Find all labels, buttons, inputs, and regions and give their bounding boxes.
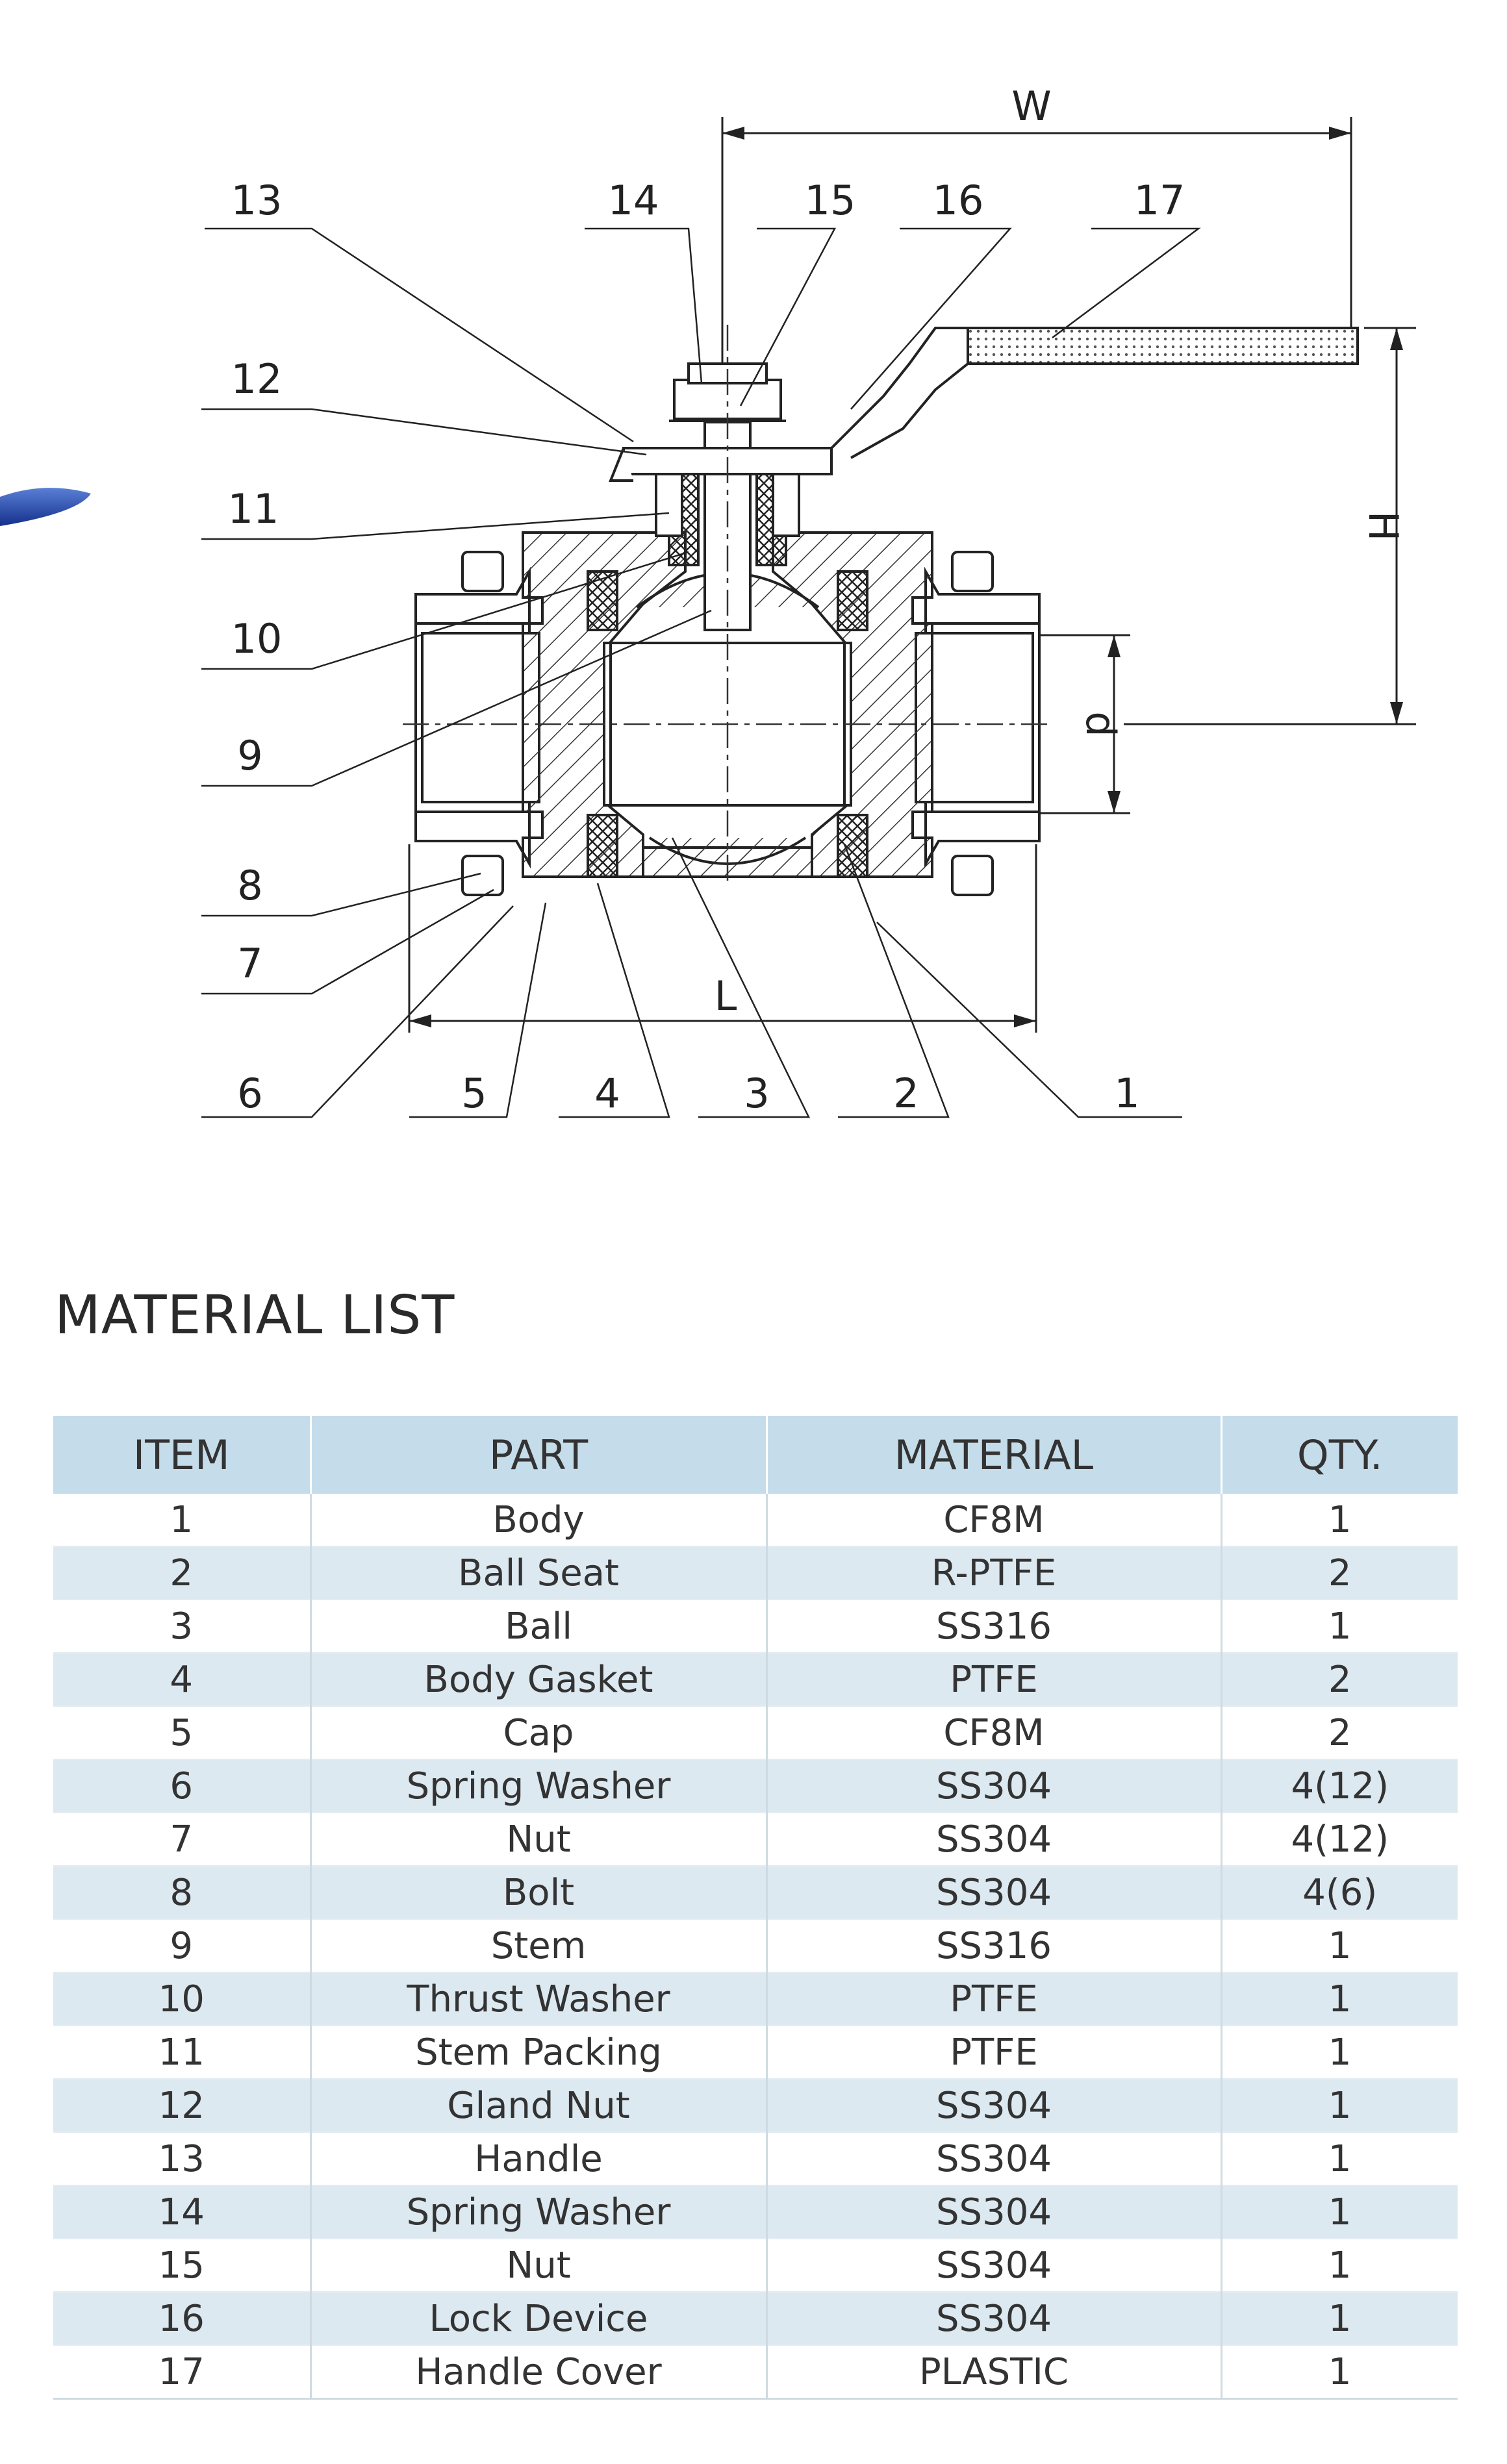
- material-cell: R-PTFE: [766, 1546, 1221, 1600]
- table-row: [53, 2026, 1458, 2079]
- table-row: [53, 1919, 1458, 1972]
- callout-8: 8: [237, 862, 263, 909]
- material-cell: SS304: [766, 1759, 1221, 1813]
- part-cell: Gland Nut: [310, 2079, 766, 2132]
- material-list-table: [53, 1416, 1458, 2400]
- qty-cell: 1: [1221, 1600, 1458, 1653]
- qty-cell: 1: [1221, 2239, 1458, 2292]
- material-cell: SS304: [766, 2239, 1221, 2292]
- qty-cell: 2: [1221, 1706, 1458, 1759]
- part-cell: Stem: [310, 1919, 766, 1972]
- handle-cover: [968, 328, 1358, 364]
- bolt-left: [462, 552, 503, 591]
- table-row: [53, 2345, 1458, 2399]
- table-row: [53, 2292, 1458, 2345]
- valve-cross-section-drawing: [0, 0, 1507, 1169]
- callout-15: 15: [804, 177, 856, 224]
- part-cell: Handle Cover: [310, 2345, 766, 2399]
- qty-cell: 2: [1221, 1546, 1458, 1600]
- callout-11: 11: [227, 485, 279, 533]
- material-cell: SS304: [766, 1866, 1221, 1919]
- item-cell: 2: [53, 1546, 310, 1600]
- table-row: [53, 1546, 1458, 1600]
- dim-l: L: [714, 972, 737, 1020]
- material-cell: SS304: [766, 2079, 1221, 2132]
- table-row: [53, 1866, 1458, 1919]
- material-cell: CF8M: [766, 1706, 1221, 1759]
- header-part: PART: [310, 1416, 766, 1494]
- item-cell: 8: [53, 1866, 310, 1919]
- qty-cell: 1: [1221, 2185, 1458, 2239]
- qty-cell: 1: [1221, 2026, 1458, 2079]
- callout-7: 7: [237, 940, 263, 987]
- material-list-body: [53, 1494, 1458, 2399]
- qty-cell: 2: [1221, 1653, 1458, 1706]
- dim-d: d: [1077, 711, 1124, 737]
- table-row: [53, 1813, 1458, 1866]
- callout-5: 5: [461, 1070, 487, 1117]
- item-cell: 9: [53, 1919, 310, 1972]
- material-cell: PLASTIC: [766, 2345, 1221, 2399]
- qty-cell: 4(6): [1221, 1866, 1458, 1919]
- qty-cell: 4(12): [1221, 1813, 1458, 1866]
- callout-2: 2: [893, 1070, 919, 1117]
- table-row: [53, 2185, 1458, 2239]
- part-cell: Stem Packing: [310, 2026, 766, 2079]
- part-cell: Cap: [310, 1706, 766, 1759]
- table-row: [53, 1706, 1458, 1759]
- header-qty: QTY.: [1221, 1416, 1458, 1494]
- part-cell: Ball: [310, 1600, 766, 1653]
- item-cell: 15: [53, 2239, 310, 2292]
- callout-10: 10: [231, 615, 283, 662]
- qty-cell: 1: [1221, 2132, 1458, 2185]
- callout-6: 6: [237, 1070, 263, 1117]
- item-cell: 13: [53, 2132, 310, 2185]
- part-cell: Thrust Washer: [310, 1972, 766, 2026]
- qty-cell: 1: [1221, 2079, 1458, 2132]
- table-row: [53, 1600, 1458, 1653]
- material-cell: SS304: [766, 2132, 1221, 2185]
- qty-cell: 1: [1221, 2292, 1458, 2345]
- qty-cell: 1: [1221, 1972, 1458, 2026]
- qty-cell: 1: [1221, 2345, 1458, 2399]
- item-cell: 4: [53, 1653, 310, 1706]
- qty-cell: 1: [1221, 1919, 1458, 1972]
- part-cell: Ball Seat: [310, 1546, 766, 1600]
- part-cell: Handle: [310, 2132, 766, 2185]
- table-row: [53, 1759, 1458, 1813]
- qty-cell: 4(12): [1221, 1759, 1458, 1813]
- part-cell: Body: [310, 1494, 766, 1546]
- item-cell: 1: [53, 1494, 310, 1546]
- part-cell: Nut: [310, 2239, 766, 2292]
- table-row: [53, 2132, 1458, 2185]
- table-row: [53, 1653, 1458, 1706]
- callout-14: 14: [607, 177, 659, 224]
- callout-3: 3: [744, 1070, 770, 1117]
- callout-16: 16: [932, 177, 984, 224]
- ball-seat-left: [588, 572, 617, 630]
- qty-cell: 1: [1221, 1494, 1458, 1546]
- material-cell: SS316: [766, 1919, 1221, 1972]
- material-list-title: MATERIAL LIST: [55, 1285, 455, 1346]
- table-row: [53, 1494, 1458, 1546]
- dim-h: H: [1360, 510, 1407, 542]
- item-cell: 7: [53, 1813, 310, 1866]
- dim-w: W: [1011, 82, 1052, 130]
- part-cell: Spring Washer: [310, 2185, 766, 2239]
- item-cell: 16: [53, 2292, 310, 2345]
- table-row: [53, 2239, 1458, 2292]
- material-cell: SS316: [766, 1600, 1221, 1653]
- part-cell: Body Gasket: [310, 1653, 766, 1706]
- table-row: [53, 2079, 1458, 2132]
- material-cell: SS304: [766, 2292, 1221, 2345]
- item-cell: 12: [53, 2079, 310, 2132]
- callout-13: 13: [231, 177, 283, 224]
- item-cell: 5: [53, 1706, 310, 1759]
- material-cell: CF8M: [766, 1494, 1221, 1546]
- decorative-swoosh: [0, 488, 91, 526]
- part-cell: Nut: [310, 1813, 766, 1866]
- callout-9: 9: [237, 732, 263, 779]
- material-cell: PTFE: [766, 2026, 1221, 2079]
- callout-1: 1: [1114, 1070, 1140, 1117]
- item-cell: 3: [53, 1600, 310, 1653]
- table-row: [53, 1972, 1458, 2026]
- item-cell: 6: [53, 1759, 310, 1813]
- material-cell: PTFE: [766, 1972, 1221, 2026]
- item-cell: 11: [53, 2026, 310, 2079]
- material-cell: SS304: [766, 2185, 1221, 2239]
- material-cell: PTFE: [766, 1653, 1221, 1706]
- part-cell: Lock Device: [310, 2292, 766, 2345]
- callout-4: 4: [594, 1070, 620, 1117]
- callout-12: 12: [231, 355, 283, 403]
- item-cell: 10: [53, 1972, 310, 2026]
- callout-17: 17: [1133, 177, 1185, 224]
- part-cell: Spring Washer: [310, 1759, 766, 1813]
- header-item: ITEM: [53, 1416, 310, 1494]
- part-cell: Bolt: [310, 1866, 766, 1919]
- item-cell: 17: [53, 2345, 310, 2399]
- material-cell: SS304: [766, 1813, 1221, 1866]
- header-material: MATERIAL: [766, 1416, 1221, 1494]
- item-cell: 14: [53, 2185, 310, 2239]
- table-header-row: [53, 1416, 1458, 1494]
